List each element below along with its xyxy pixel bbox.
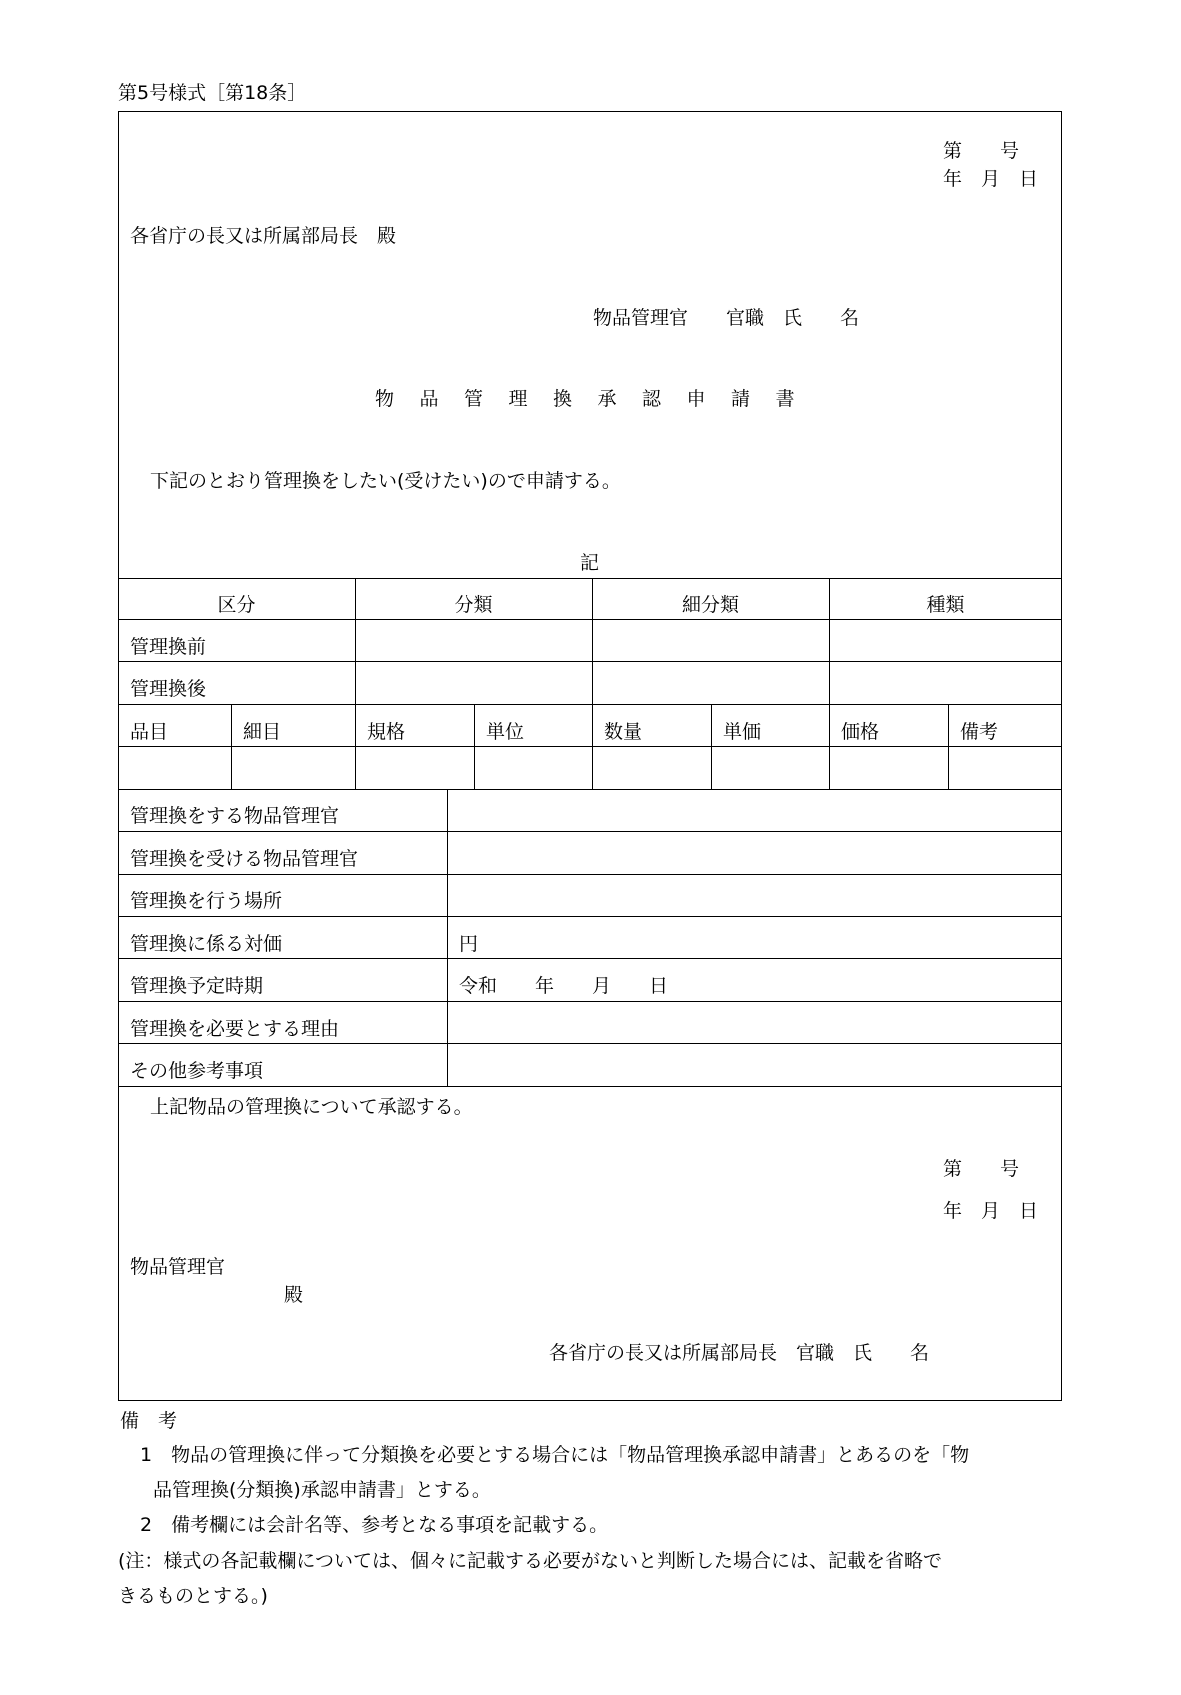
form-title-text: 物品管理換承認申請書: [375, 388, 821, 410]
notes-heading: 備 考: [120, 1410, 178, 1432]
table1-header-saibunrui: 細分類: [681, 594, 739, 616]
table2-header-saimoku: 細目: [243, 721, 282, 743]
table1-row-before: 管理換前: [130, 636, 207, 658]
form-number: 第5号様式［第18条］: [118, 82, 307, 104]
row-label-schedule: 管理換予定時期: [130, 975, 264, 997]
approval-number: 第 号: [943, 1158, 1020, 1180]
table1-header-kubun: 区分: [217, 594, 256, 616]
note-item1-line1: 1 物品の管理換に伴って分類換を必要とする場合には「物品管理換承認申請書」とあるのを「物: [140, 1444, 970, 1466]
table2-header-kakaku: 価格: [841, 721, 880, 743]
note-item2: 2 備考欄には会計名等、参考となる事項を記載する。: [140, 1514, 609, 1536]
table2-header-biko: 備考: [960, 721, 999, 743]
caution-line1: (注：様式の各記載欄については、個々に記載する必要がないと判断した場合には、記載を省略で: [118, 1550, 943, 1572]
row-label-price: 管理換に係る対価: [130, 933, 283, 955]
row-label-giver: 管理換をする物品管理官: [130, 805, 340, 827]
approval-addressee-dono: 殿: [284, 1284, 304, 1306]
table2-header-suryo: 数量: [604, 721, 643, 743]
approval-addressee: 物品管理官: [130, 1256, 226, 1278]
row-label-receiver: 管理換を受ける物品管理官: [130, 848, 359, 870]
row-label-other: その他参考事項: [130, 1060, 264, 1082]
table2-header-tanka: 単価: [723, 721, 762, 743]
table1-header-bunrui: 分類: [454, 594, 493, 616]
row-value-price: 円: [459, 933, 479, 955]
note-item1-line2: 品管理換(分類換)承認申請書」とする。: [153, 1479, 491, 1501]
approval-text: 上記物品の管理換について承認する。: [150, 1096, 473, 1118]
caution-line2: きるものとする。): [118, 1585, 268, 1607]
approver-signature: 各省庁の長又は所属部局長 官職 氏 名: [549, 1342, 930, 1364]
row-label-place: 管理換を行う場所: [130, 890, 283, 912]
document-number: 第 号: [943, 140, 1020, 162]
row-value-schedule: 令和 年 月 日: [459, 975, 669, 997]
request-text: 下記のとおり管理換をしたい(受けたい)ので申請する。: [150, 470, 621, 492]
ki-label: 記: [580, 552, 600, 574]
form-title: [375, 388, 821, 410]
table1-row-after: 管理換後: [130, 678, 207, 700]
table2-header-hinmoku: 品目: [130, 721, 169, 743]
table2-header-kikaku: 規格: [367, 721, 406, 743]
applicant-signature: 物品管理官 官職 氏 名: [593, 307, 860, 329]
approval-date: 年 月 日: [943, 1200, 1039, 1222]
table2-header-tani: 単位: [486, 721, 525, 743]
document-date: 年 月 日: [943, 168, 1039, 190]
row-label-reason: 管理換を必要とする理由: [130, 1018, 340, 1040]
addressee: 各省庁の長又は所属部局長 殿: [130, 225, 397, 247]
form-frame: [118, 111, 1062, 1401]
table1-header-shurui: 種類: [926, 594, 965, 616]
